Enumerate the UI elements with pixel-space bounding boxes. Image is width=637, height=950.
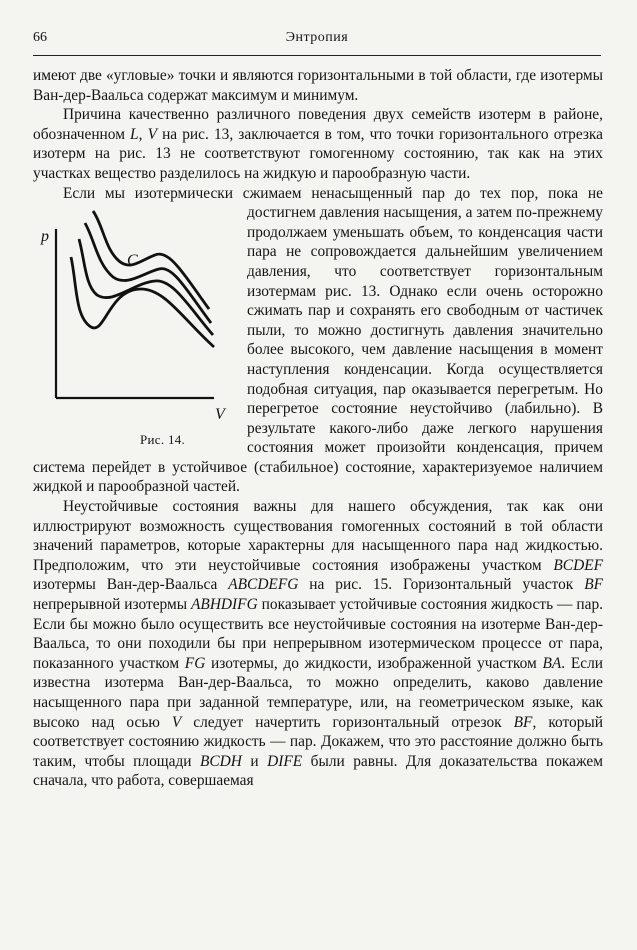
running-header [33, 30, 601, 52]
isotherm-curve-4 [71, 257, 214, 347]
page-number: 66 [33, 30, 47, 45]
v-axis-label: V [215, 406, 225, 424]
c-point-label: C [127, 252, 138, 270]
paragraph-3: Если мы изотермически сжимаем ненасыщенный пар до тех пор, пока не достигнем давления насыщения, а затем по-прежнему p C V Рис. 14. продолжаем уменьшать объем, то конденсация части пара не сопровождается дальнейшим увеличением давления, что соответствует горизонтальным изотермам рис. 13. Однако если очень осторожно сжимать пар и сохранять его свободным от частичек пыли, то можно достигнуть давления значительно более высокого, чем давление насыщения в момент наступления конденсации. Когда осуществляется подобная ситуация, пар оказывается перегретым. Но перегретое состояние неустойчиво (лабильно). В результате какого-либо даже легкого нарушения состояния может произойти конденсация, причем система перейдет в устойчивое (стабильное) состояние, характеризуемое наличием жидкой и парообразной частей. [33, 184, 603, 496]
header-rule [33, 55, 601, 56]
body-text [33, 66, 603, 791]
running-title: Энтропия [285, 30, 349, 45]
isotherm-plot [33, 205, 241, 453]
paragraph-4: Неустойчивые состояния важны для нашего обсуждения, так как они иллюстрируют возможность существования гомогенных состояний в той области значений параметров, которые характерны для насыщенного пара над жидкостью. Предположим, что эти неустойчивые состояния изображены участком BCDEF изотермы Ван-дер-Ваальса ABCDEFG на рис. 15. Горизонтальный участок BF непрерывной изотермы ABHDIFG показывает устойчивые состояния жидкость — пар. Если бы можно было осуществить все неустойчивые состояния на изотерме Ван-дер-Ваальса, то они походили бы при непрерывном изотермическом процессе от пара, показанного участком FG изотермы, до жидкости, изображенной участком BA. Если известна изотерма Ван-дер-Ваальса, то можно определить, каково давление насыщенного пара при заданной температуре, или, на геометрическом языке, как высоко над осью V следует начертить горизонтальный отрезок BF, который соответствует состоянию жидкость — пар. Докажем, что это расстояние должно быть таким, чтобы площади BCDH и DIFE были равны. Для доказательства покажем сначала, что работа, совершаемая [33, 498, 603, 790]
paragraph-2: Причина качественно различного поведения двух семейств изотерм в районе, обозначенном L, V на рис. 13, заключается в том, что точки горизонтального отрезка изотерм на рис. 13 не соответствуют гомогенному состоянию, так как на этих участках вещество разделилось на жидкую и парообразную части. [33, 106, 603, 182]
paragraph-1: имеют две «угловые» точки и являются горизонтальными в той области, где изотермы Ван-дер-Ваальса содержат максимум и минимум. [33, 67, 603, 104]
figure-caption: Рис. 14. [140, 432, 186, 448]
p-axis-label: p [41, 228, 49, 246]
figure-14 [33, 205, 241, 453]
